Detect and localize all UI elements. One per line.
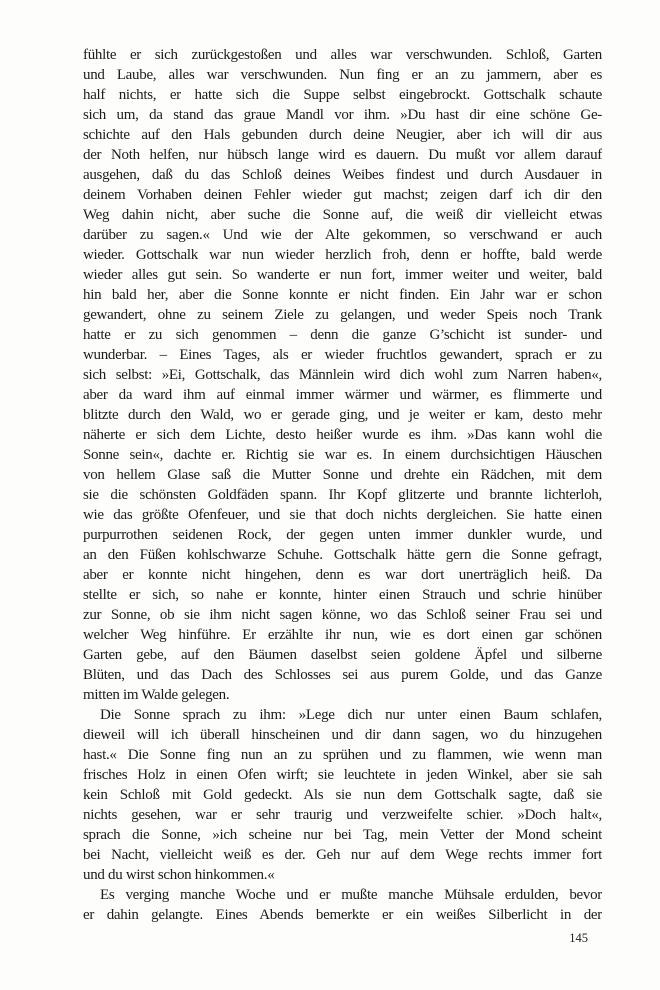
text-line: der Noth helfen, nur hübsch lange wird es dauern. Du mußt vor allem darauf xyxy=(83,147,602,163)
text-line: schichte auf den Hals gebunden durch deine Neugier, aber ich will dir aus xyxy=(83,127,602,143)
text-line: bei Nacht, vielleicht weiß es der. Geh nur auf dem Wege rechts immer fort xyxy=(83,847,602,863)
text-line: er dahin gelangte. Eines Abends bemerkte er ein weißes Silberlicht in der xyxy=(83,907,602,923)
text-line: von hellem Glase saß die Mutter Sonne und drehte ein Rädchen, mit dem xyxy=(83,467,602,483)
text-block xyxy=(83,45,602,925)
text-line: blitzte durch den Wald, wo er gerade ging, und je weiter er kam, desto mehr xyxy=(83,407,602,423)
text-line: nichts gesehen, war er sehr traurig und verzweifelte schier. »Doch halt«, xyxy=(83,807,602,823)
text-line: Blüten, und das Dach des Schlosses sei aus purem Golde, und das Ganze xyxy=(83,667,602,683)
text-line: mitten im Walde gelegen. xyxy=(83,687,230,703)
text-line: darüber zu sagen.« Und wie der Alte gekommen, so verschwand er auch xyxy=(83,227,602,243)
text-line: half nichts, er hatte sich die Suppe selbst eingebrockt. Gottschalk schaute xyxy=(83,87,602,103)
text-line: hatte er zu sich genommen – denn die ganze G’schicht ist sunder- und xyxy=(83,327,602,343)
text-line: frisches Holz in einen Ofen wirft; sie leuchtete in jeden Winkel, aber sie sah xyxy=(83,767,602,783)
text-line: wunderbar. – Eines Tages, als er wieder fruchtlos gewandert, sprach er zu xyxy=(83,347,602,363)
text-line: dieweil will ich überall hinscheinen und dir dann sagen, wo du hinzugehen xyxy=(83,727,602,743)
text-line: ausgehen, daß du das Schloß deines Weibes findest und durch Ausdauer in xyxy=(83,167,602,183)
text-line: Garten gebe, auf den Bäumen daselbst seien goldene Äpfel und silberne xyxy=(83,647,602,663)
text-line: kein Schloß mit Gold gedeckt. Als sie nun dem Gottschalk sagte, daß sie xyxy=(83,787,602,803)
text-line: näherte er sich dem Lichte, desto heißer wurde es ihm. »Das kann wohl die xyxy=(83,427,602,443)
text-line: Es verging manche Woche und er mußte manche Mühsale erdulden, bevor xyxy=(100,887,602,903)
text-line: hast.« Die Sonne fing nun an zu sprühen und zu flammen, wie wenn man xyxy=(83,747,602,763)
text-line: Sonne sein«, dachte er. Richtig sie war es. In einem durchsichtigen Häuschen xyxy=(83,447,602,463)
text-line: Weg dahin nicht, aber suche die Sonne auf, die weiß dir vielleicht etwas xyxy=(83,207,602,223)
text-line: welcher Weg hinführe. Er erzählte ihr nun, wie es dort einen gar schönen xyxy=(83,627,602,643)
text-line: sie die schönsten Goldfäden spann. Ihr Kopf glitzerte und brannte lichterloh, xyxy=(83,487,602,503)
text-line: wieder alles gut sein. So wanderte er nun fort, immer weiter und weiter, bald xyxy=(83,267,602,283)
text-line: und du wirst schon hinkommen.« xyxy=(83,867,275,883)
text-line: sich um, da stand das graue Mandl vor ihm. »Du hast dir eine schöne Ge- xyxy=(83,107,602,123)
text-line: aber er konnte nicht hingehen, denn es war dort unerträglich heiß. Da xyxy=(83,567,602,583)
text-line: Die Sonne sprach zu ihm: »Lege dich nur unter einen Baum schlafen, xyxy=(100,707,602,723)
text-line: deinem Vorhaben deinen Fehler wieder gut machst; zeigen darf ich dir den xyxy=(83,187,602,203)
text-line: sprach die Sonne, »ich scheine nur bei Tag, mein Vetter der Mond scheint xyxy=(83,827,602,843)
text-line: sich selbst: »Ei, Gottschalk, das Männlein wird dich wohl zum Narren haben«, xyxy=(83,367,602,383)
text-line: wieder. Gottschalk war nun wieder herzlich froh, denn er hoffte, bald werde xyxy=(83,247,602,263)
text-line: zur Sonne, ob sie ihm nicht sagen könne, wo das Schloß seiner Frau sei und xyxy=(83,607,602,623)
text-line: hin bald her, aber die Sonne konnte er nicht finden. Ein Jahr war er schon xyxy=(83,287,602,303)
text-line: stellte er sich, so nahe er konnte, hinter einen Strauch und schrie hinüber xyxy=(83,587,602,603)
page-number: 145 xyxy=(569,931,588,945)
text-line: an den Füßen kohlschwarze Schuhe. Gottschalk hätte gern die Sonne gefragt, xyxy=(83,547,602,563)
text-line: aber da ward ihm auf einmal immer wärmer und wärmer, es flimmerte und xyxy=(83,387,602,403)
text-line: purpurrothen seidenen Rock, der gegen unten immer dunkler wurde, und xyxy=(83,527,602,543)
text-line: fühlte er sich zurückgestoßen und alles war verschwunden. Schloß, Garten xyxy=(83,47,602,63)
text-line: und Laube, alles war verschwunden. Nun fing er an zu jammern, aber es xyxy=(83,67,602,83)
text-line: wie das größte Ofenfeuer, und sie that doch nichts dergleichen. Sie hatte einen xyxy=(83,507,602,523)
text-line: gewandert, ohne zu seinem Ziele zu gelangen, und weder Speis noch Trank xyxy=(83,307,602,323)
